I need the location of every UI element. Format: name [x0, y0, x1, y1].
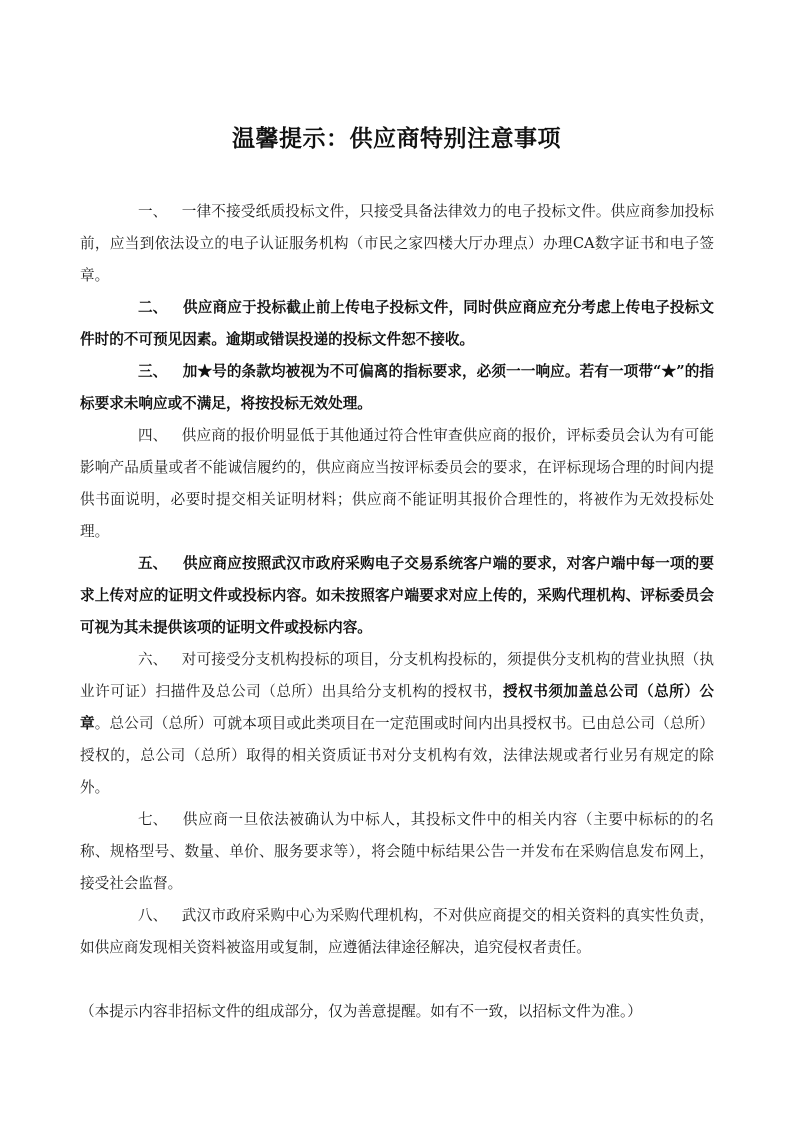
item-text: 供应商一旦依法被确认为中标人，其投标文件中的相关内容（主要中标标的的名称、规格型号、数量、单价、服务要求等），将会随中标结果公告一并发布在采购信息发布网上，接受社会监督。: [80, 811, 714, 892]
item-number: 七、: [138, 811, 168, 828]
page-title: 温馨提示：供应商特别注意事项: [232, 126, 561, 152]
footer-note: （本提示内容非招标文件的组成部分，仅为善意提醒。如有不一致，以招标文件为准。）: [80, 1003, 642, 1020]
notice-item-6: [80, 644, 714, 804]
item-text: 供应商应于投标截止前上传电子投标文件，同时供应商应充分考虑上传电子投标文件时的不可预见因素。逾期或错误投递的投标文件恕不接收。: [80, 299, 714, 348]
item-text: 供应商应按照武汉市政府采购电子交易系统客户端的要求，对客户端中每一项的要求上传对应的证明文件或投标内容。如未按照客户端要求对应上传的，采购代理机构、评标委员会可视为其未提供该项的证明文件或投标内容。: [80, 555, 714, 636]
item-text: 对可接受分支机构投标的项目，分支机构投标的，须提供分支机构的营业执照（执业许可证）扫描件及总公司（总所）出具给分支机构的授权书，: [80, 651, 714, 700]
item-text-bold: 授权书须加盖总公司（总所）公章: [80, 683, 714, 732]
item-number: 一、: [138, 203, 168, 220]
notice-item-1: [80, 196, 714, 292]
notice-body: [80, 196, 714, 964]
notice-item-2: [80, 292, 714, 356]
item-text: 一律不接受纸质投标文件，只接受具备法律效力的电子投标文件。供应商参加投标前，应当到依法设立的电子认证服务机构（市民之家四楼大厅办理点）办理CA数字证书和电子签章。: [80, 203, 714, 284]
item-number: 八、: [138, 907, 168, 924]
item-text: 武汉市政府采购中心为采购代理机构，不对供应商提交的相关资料的真实性负责，如供应商发现相关资料被盗用或复制，应遵循法律途径解决，追究侵权者责任。: [80, 907, 714, 956]
notice-item-7: [80, 804, 714, 900]
item-number: 六、: [138, 651, 168, 668]
notice-item-3: [80, 356, 714, 420]
item-number: 四、: [138, 427, 168, 444]
item-number: 五、: [138, 555, 168, 572]
item-text: 供应商的报价明显低于其他通过符合性审查供应商的报价，评标委员会认为有可能影响产品质量或者不能诚信履约的，供应商应当按评标委员会的要求，在评标现场合理的时间内提供书面说明，必要时提交相关证明材料；供应商不能证明其报价合理性的，将被作为无效投标处理。: [80, 427, 714, 540]
item-number: 三、: [138, 363, 168, 380]
item-number: 二、: [138, 299, 168, 316]
notice-item-8: [80, 900, 714, 964]
item-text: 。总公司（总所）可就本项目或此类项目在一定范围或时间内出具授权书。已由总公司（总所）授权的，总公司（总所）取得的相关资质证书对分支机构有效，法律法规或者行业另有规定的除外。: [80, 715, 714, 796]
item-text: 加★号的条款均被视为不可偏离的指标要求，必须一一响应。若有一项带“★”的指标要求未响应或不满足，将按投标无效处理。: [80, 363, 715, 412]
notice-item-4: [80, 420, 714, 548]
notice-item-5: [80, 548, 714, 644]
